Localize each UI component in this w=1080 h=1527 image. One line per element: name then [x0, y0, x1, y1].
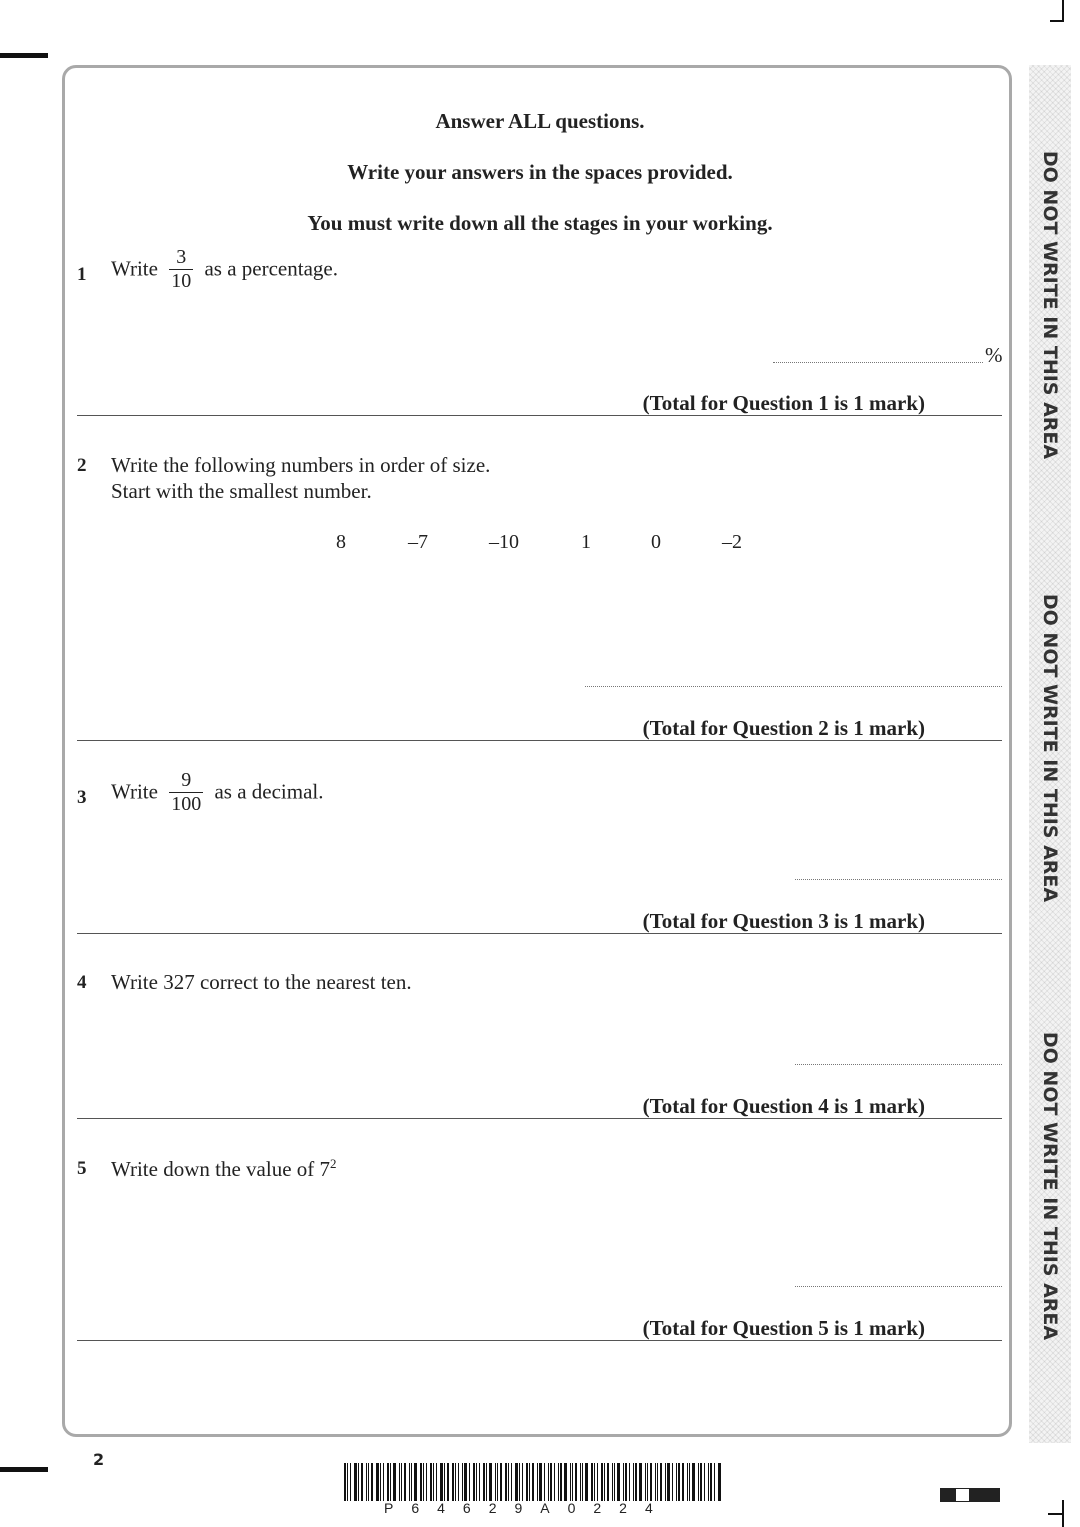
barcode-bar: [692, 1463, 695, 1501]
barcode-bar: [650, 1463, 652, 1501]
question-1-text: [111, 247, 338, 291]
barcode-bar: [625, 1463, 627, 1501]
barcode-bar: [479, 1463, 480, 1501]
crop-mark-bottom-right: [1062, 1500, 1064, 1527]
barcode-bar: [700, 1463, 702, 1501]
barcode-bar: [570, 1463, 571, 1501]
barcode-bar: [710, 1463, 712, 1501]
question-3-write: Write: [111, 779, 158, 804]
registration-box: [940, 1488, 955, 1502]
barcode-bar: [529, 1463, 530, 1501]
question-2-number-item: 0: [651, 531, 661, 553]
question-3-divider: [77, 933, 1002, 934]
barcode-bar: [433, 1463, 434, 1501]
instruction-working: You must write down all the stages in your working.: [307, 211, 773, 235]
barcode-bar: [532, 1463, 534, 1501]
barcode-bar: [554, 1463, 555, 1501]
question-4-divider: [77, 1118, 1002, 1119]
question-1-divider: [77, 415, 1002, 416]
barcode-bar: [458, 1463, 459, 1501]
barcode-bar: [647, 1463, 648, 1501]
barcode-bar: [655, 1463, 656, 1501]
barcode-bar: [575, 1463, 577, 1501]
question-4-total: (Total for Question 4 is 1 mark): [642, 1094, 925, 1118]
registration-box: [985, 1488, 1000, 1502]
barcode-bar: [526, 1463, 528, 1501]
barcode-bar: [358, 1463, 359, 1501]
barcode-bar: [366, 1463, 367, 1501]
question-3-total: (Total for Question 3 is 1 mark): [642, 909, 925, 933]
barcode-bar: [665, 1463, 666, 1501]
barcode-bar: [380, 1463, 381, 1501]
barcode-bar: [718, 1463, 721, 1501]
barcode-bar: [511, 1463, 512, 1501]
question-5-answer-line[interactable]: [795, 1286, 1002, 1287]
barcode-bar: [497, 1463, 498, 1501]
barcode-bar: [537, 1463, 538, 1501]
barcode-bar: [548, 1463, 549, 1501]
barcode-bar: [376, 1463, 379, 1501]
question-5-number: 5: [77, 1158, 87, 1179]
question-1-rest: as a percentage.: [204, 256, 338, 281]
barcode-bar: [387, 1463, 389, 1501]
barcode-bar: [607, 1463, 609, 1501]
barcode-bar: [440, 1463, 443, 1501]
barcode-bar: [452, 1463, 454, 1501]
barcode: [344, 1463, 736, 1501]
question-1-answer-line[interactable]: [773, 362, 983, 363]
barcode-bar: [672, 1463, 673, 1501]
question-2-total: (Total for Question 2 is 1 mark): [642, 716, 925, 740]
registration-mark: [940, 1488, 1000, 1502]
question-2-line2: Start with the smallest number.: [111, 479, 372, 503]
barcode-bar: [368, 1463, 369, 1501]
barcode-bar: [409, 1463, 410, 1501]
barcode-bar: [401, 1463, 402, 1501]
question-5-divider: [77, 1340, 1002, 1341]
barcode-bar: [657, 1463, 658, 1501]
barcode-bar: [564, 1463, 567, 1501]
question-2-divider: [77, 740, 1002, 741]
crop-mark-top-left: [0, 53, 48, 58]
question-5-body: Write down the value of 7: [111, 1157, 331, 1181]
barcode-bar: [455, 1463, 456, 1501]
barcode-bar: [660, 1463, 662, 1501]
question-4-text: Write 327 correct to the nearest ten.: [111, 970, 412, 994]
barcode-bar: [635, 1463, 637, 1501]
barcode-bar: [344, 1463, 346, 1501]
question-2-line1: Write the following numbers in order of size.: [111, 453, 491, 477]
question-1-write: Write: [111, 256, 158, 281]
barcode-bar: [676, 1463, 677, 1501]
barcode-bar: [678, 1463, 680, 1501]
barcode-bar: [604, 1463, 605, 1501]
barcode-bar: [426, 1463, 427, 1501]
barcode-bar: [704, 1463, 705, 1501]
barcode-bar: [614, 1463, 615, 1501]
question-1-unit: %: [985, 343, 1003, 367]
barcode-bar: [420, 1463, 422, 1501]
barcode-bar: [486, 1463, 487, 1501]
question-3-number: 3: [77, 787, 87, 808]
barcode-bar: [469, 1463, 470, 1501]
margin-warning-3: DO NOT WRITE IN THIS AREA: [1039, 1031, 1061, 1341]
barcode-bar: [558, 1463, 559, 1501]
barcode-bar: [430, 1463, 432, 1501]
question-4-answer-line[interactable]: [795, 1064, 1002, 1065]
question-3-rest: as a decimal.: [214, 779, 324, 804]
barcode-bar: [639, 1463, 642, 1501]
barcode-bar: [393, 1463, 396, 1501]
question-1-number: 1: [77, 264, 87, 285]
barcode-bar: [689, 1463, 690, 1501]
barcode-bar: [347, 1463, 348, 1501]
barcode-text: P64629A0224: [384, 1500, 671, 1516]
barcode-bar: [714, 1463, 715, 1501]
crop-mark-top-right: [1062, 0, 1064, 20]
barcode-bar: [350, 1463, 351, 1501]
barcode-bar: [383, 1463, 384, 1501]
barcode-bar: [597, 1463, 598, 1501]
question-5-superscript: 2: [330, 1156, 337, 1171]
instruction-answer-all: Answer ALL questions.: [435, 109, 645, 133]
barcode-bar: [582, 1463, 583, 1501]
barcode-bar: [390, 1463, 391, 1501]
registration-box: [970, 1488, 985, 1502]
question-3-text: [111, 770, 324, 814]
barcode-bar: [612, 1463, 613, 1501]
barcode-bar: [708, 1463, 709, 1501]
crop-mark-bottom-right-h: [1048, 1513, 1062, 1515]
margin-warning-2: DO NOT WRITE IN THIS AREA: [1039, 593, 1061, 903]
question-1-denominator: 10: [171, 270, 192, 292]
barcode-bar: [601, 1463, 603, 1501]
instruction-spaces: Write your answers in the spaces provided.: [347, 160, 733, 184]
question-4-number: 4: [77, 972, 87, 993]
question-1-total: (Total for Question 1 is 1 mark): [642, 391, 925, 415]
crop-mark-top-right-h: [1050, 20, 1064, 22]
barcode-bar: [682, 1463, 684, 1501]
barcode-bar: [519, 1463, 520, 1501]
question-2-number-item: 8: [336, 531, 346, 553]
barcode-bar: [698, 1463, 699, 1501]
barcode-bar: [423, 1463, 424, 1501]
barcode-bar: [462, 1463, 463, 1501]
barcode-bar: [404, 1463, 406, 1501]
barcode-bar: [489, 1463, 492, 1501]
barcode-bar: [515, 1463, 518, 1501]
question-5-text: [111, 1156, 337, 1182]
barcode-bar: [508, 1463, 509, 1501]
question-1-fraction: [169, 247, 193, 291]
question-3-denominator: 100: [171, 793, 202, 815]
barcode-bar: [560, 1463, 562, 1501]
barcode-bar: [473, 1463, 475, 1501]
margin-warning-1: DO NOT WRITE IN THIS AREA: [1039, 150, 1061, 460]
barcode-bar: [629, 1463, 630, 1501]
question-2-number-item: 1: [581, 531, 591, 553]
barcode-bar: [414, 1463, 417, 1501]
question-3-fraction: [169, 770, 203, 814]
barcode-bar: [580, 1463, 581, 1501]
barcode-bar: [464, 1463, 467, 1501]
question-2-number-item: –10: [489, 531, 519, 553]
barcode-bar: [483, 1463, 485, 1501]
barcode-bar: [539, 1463, 542, 1501]
barcode-bar: [495, 1463, 496, 1501]
barcode-bar: [505, 1463, 507, 1501]
barcode-bar: [594, 1463, 595, 1501]
question-2-number: 2: [77, 455, 87, 476]
barcode-bar: [447, 1463, 449, 1501]
barcode-bar: [444, 1463, 445, 1501]
barcode-bar: [436, 1463, 437, 1501]
question-1-numerator: 3: [176, 246, 187, 268]
barcode-bar: [667, 1463, 670, 1501]
barcode-bar: [585, 1463, 588, 1501]
question-2-number-item: –2: [722, 531, 742, 553]
barcode-bar: [476, 1463, 477, 1501]
question-2-number-item: –7: [408, 531, 428, 553]
barcode-bar: [522, 1463, 523, 1501]
barcode-bar: [550, 1463, 552, 1501]
barcode-bar: [591, 1463, 593, 1501]
barcode-bar: [371, 1463, 373, 1501]
barcode-bar: [687, 1463, 688, 1501]
crop-mark-bottom-left: [0, 1467, 48, 1472]
barcode-bar: [633, 1463, 634, 1501]
barcode-bar: [572, 1463, 573, 1501]
question-3-numerator: 9: [181, 769, 192, 791]
question-3-answer-line[interactable]: [795, 879, 1002, 880]
barcode-bar: [645, 1463, 646, 1501]
barcode-bar: [411, 1463, 412, 1501]
barcode-bar: [399, 1463, 400, 1501]
barcode-bar: [544, 1463, 545, 1501]
barcode-bar: [354, 1463, 357, 1501]
registration-box: [955, 1488, 970, 1502]
barcode-bar: [617, 1463, 620, 1501]
question-5-total: (Total for Question 5 is 1 mark): [642, 1316, 925, 1340]
barcode-bar: [623, 1463, 624, 1501]
page-number: 2: [93, 1450, 105, 1469]
barcode-bar: [500, 1463, 502, 1501]
question-2-answer-line[interactable]: [585, 686, 1002, 687]
barcode-bar: [361, 1463, 363, 1501]
